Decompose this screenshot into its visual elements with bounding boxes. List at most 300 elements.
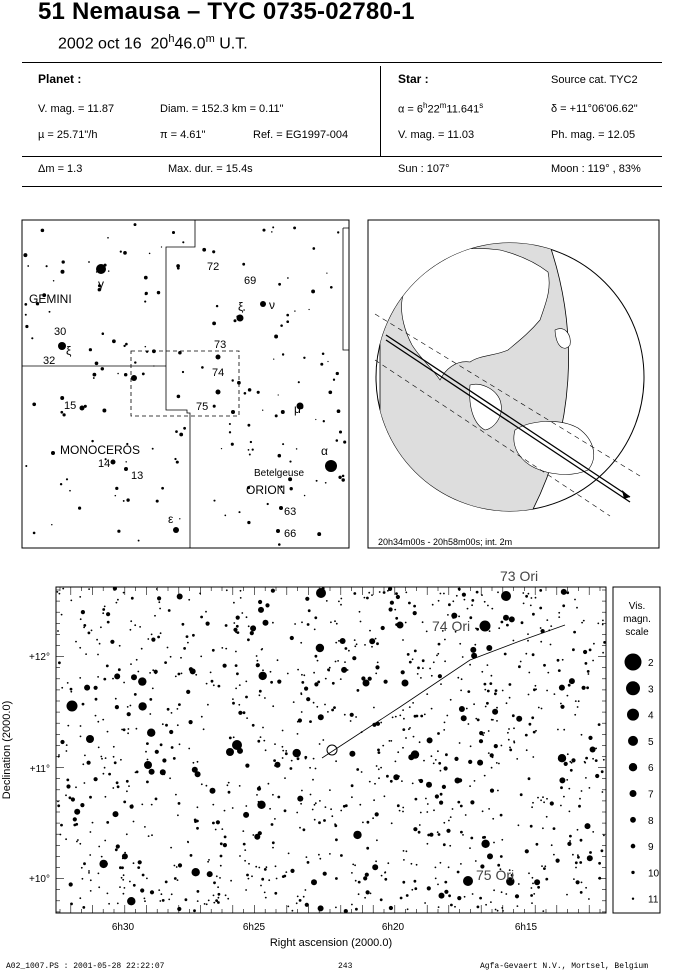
field-star (274, 818, 276, 820)
field-star (94, 686, 98, 690)
constellation-boundary-east (166, 220, 195, 548)
field-star (261, 878, 264, 881)
field-star (236, 616, 240, 620)
field-star (483, 732, 485, 734)
footer-file-info: A02_1007.PS : 2001-05-28 22:22:07 (6, 962, 165, 971)
field-star (557, 861, 559, 863)
field-star (397, 804, 400, 807)
field-star (250, 631, 254, 635)
field-star (532, 877, 534, 879)
label-gemini: GEMINI (29, 292, 72, 306)
field-star (238, 704, 240, 706)
legend-magnitude-dot (631, 871, 634, 874)
field-star (341, 667, 347, 673)
field-star (440, 862, 442, 864)
field-star (587, 670, 590, 673)
field-star (502, 690, 504, 692)
field-star (97, 676, 99, 678)
field-star (179, 743, 181, 745)
finder-star (282, 353, 284, 355)
field-star (165, 881, 168, 884)
field-star (259, 672, 267, 680)
field-star (282, 746, 284, 748)
field-star (366, 597, 369, 600)
field-star (535, 688, 537, 690)
field-star (144, 898, 146, 900)
field-star (361, 771, 363, 773)
label-orion: ORION (246, 483, 286, 497)
field-star (587, 855, 593, 861)
field-star (174, 865, 176, 867)
field-star (277, 796, 280, 799)
footer-company: Agfa-Gevaert N.V., Mortsel, Belgium (480, 962, 649, 971)
field-star (456, 595, 458, 597)
field-star (413, 605, 416, 608)
field-star (364, 897, 366, 899)
finder-star (282, 443, 284, 445)
field-star (602, 620, 604, 622)
field-star (539, 607, 542, 610)
field-star (562, 604, 565, 607)
finder-star (279, 506, 283, 510)
field-star (525, 734, 528, 737)
field-star (76, 841, 78, 843)
finder-star (287, 277, 289, 279)
field-star (228, 791, 231, 794)
finder-star (66, 478, 68, 480)
field-star (383, 591, 386, 594)
field-star (246, 616, 248, 618)
field-star (257, 660, 259, 662)
field-star (82, 878, 84, 880)
field-star (189, 720, 193, 724)
field-star (57, 591, 59, 593)
field-star (573, 631, 576, 634)
finder-star (281, 410, 285, 414)
bright-field-star (232, 740, 242, 750)
labeled-star-name: 75 Ori (476, 867, 515, 883)
finder-star (231, 379, 233, 381)
field-star (389, 607, 393, 611)
field-star (246, 717, 248, 719)
field-star (297, 896, 299, 898)
field-star (482, 734, 484, 736)
field-star (245, 805, 247, 807)
field-star (531, 887, 533, 889)
finder-star (231, 443, 234, 446)
field-star (101, 758, 103, 760)
field-star (546, 619, 548, 621)
field-star (540, 799, 542, 801)
field-star (259, 694, 261, 696)
field-star (297, 733, 299, 735)
field-star (574, 714, 576, 716)
field-star (496, 720, 498, 722)
field-star (560, 805, 562, 807)
field-star (402, 709, 404, 711)
field-star (539, 589, 542, 592)
finder-star (213, 500, 215, 502)
field-star (443, 822, 445, 824)
field-star (355, 716, 357, 718)
field-star (126, 780, 129, 783)
finder-star (126, 498, 129, 501)
field-star (266, 866, 268, 868)
field-star (285, 871, 287, 873)
field-star (149, 713, 151, 715)
field-star (102, 612, 104, 614)
field-star (69, 882, 73, 886)
field-star (575, 861, 578, 864)
field-star (488, 808, 490, 810)
field-star (340, 638, 346, 644)
field-star (228, 782, 230, 784)
field-star (351, 872, 353, 874)
field-star (470, 745, 472, 747)
field-star (304, 687, 308, 691)
field-star (513, 640, 515, 642)
field-star (347, 669, 349, 671)
field-star (264, 868, 267, 871)
finder-star (322, 353, 325, 356)
field-star (108, 773, 111, 776)
field-star (262, 669, 264, 671)
label-63: 63 (284, 506, 297, 518)
field-star (603, 641, 606, 644)
field-star (102, 608, 105, 611)
field-star (173, 757, 176, 760)
field-star (236, 625, 239, 628)
field-star (489, 682, 492, 685)
field-star (260, 736, 262, 738)
field-star (356, 768, 359, 771)
field-star (308, 609, 311, 612)
field-star (306, 697, 310, 701)
field-star (348, 650, 350, 652)
field-star (481, 840, 489, 848)
field-star (402, 728, 405, 731)
finder-star (104, 264, 107, 267)
field-star (77, 839, 79, 841)
field-star (62, 588, 64, 590)
field-star (487, 690, 490, 693)
field-star (232, 698, 234, 700)
finder-star (325, 482, 327, 484)
field-star (131, 674, 137, 680)
field-star (470, 837, 473, 840)
field-star (492, 709, 498, 715)
field-star (438, 674, 442, 678)
field-star (225, 894, 227, 896)
field-star (175, 794, 177, 796)
field-star (297, 796, 303, 802)
field-star (440, 683, 442, 685)
field-star (123, 728, 126, 731)
finder-star (173, 527, 179, 533)
field-star (311, 879, 317, 885)
field-star (262, 727, 264, 729)
field-star (381, 626, 385, 630)
finder-star (296, 448, 298, 450)
field-star (501, 745, 503, 747)
finder-star (294, 310, 295, 311)
finder-star (327, 361, 328, 362)
finder-star (308, 309, 309, 310)
field-star (588, 736, 592, 740)
label-13: 13 (131, 470, 144, 482)
field-star (196, 827, 199, 830)
field-star (79, 897, 81, 899)
field-star (486, 645, 492, 651)
field-star (178, 703, 181, 706)
field-star (92, 822, 94, 824)
field-star (243, 711, 246, 714)
finder-star (88, 261, 90, 263)
field-star (569, 840, 571, 842)
planet-heading: Planet : (38, 72, 82, 86)
planet-vmag: V. mag. = 11.87 (38, 103, 115, 115)
field-star (528, 872, 530, 874)
field-star (220, 855, 223, 858)
field-star (401, 780, 403, 782)
field-star (213, 881, 216, 884)
field-star (602, 791, 604, 793)
label-74: 74 (212, 367, 225, 379)
field-star (408, 754, 414, 760)
field-star (452, 600, 454, 602)
field-star (88, 632, 91, 635)
field-star (197, 890, 200, 893)
field-star (187, 841, 189, 843)
field-star (168, 609, 171, 612)
field-star (294, 623, 296, 625)
field-star (484, 775, 486, 777)
field-star (402, 811, 404, 813)
field-star (518, 883, 520, 885)
field-star (333, 706, 336, 709)
x-axis-label: Right ascension (2000.0) (269, 937, 393, 949)
field-star (244, 860, 246, 862)
field-star (197, 806, 199, 808)
field-star (375, 665, 379, 669)
field-star (79, 677, 81, 679)
field-star (127, 897, 135, 905)
finder-star (212, 250, 215, 253)
field-star (329, 789, 331, 791)
field-star (147, 759, 149, 761)
field-star (508, 728, 510, 730)
field-star (543, 867, 546, 870)
field-star (525, 595, 528, 598)
field-star (322, 739, 324, 741)
field-star (575, 700, 577, 702)
field-star (408, 728, 410, 730)
finder-star (25, 314, 27, 316)
finder-star (123, 500, 125, 502)
field-star (497, 910, 499, 912)
legend-items (625, 654, 660, 906)
finder-star (252, 449, 254, 451)
field-star (330, 621, 332, 623)
x-tick-labels (112, 922, 538, 933)
field-star (264, 892, 266, 894)
field-star (245, 696, 248, 699)
field-star (218, 893, 221, 896)
field-star (127, 732, 129, 734)
field-star (521, 621, 524, 624)
field-star (526, 749, 528, 751)
field-star (530, 894, 533, 897)
label-30: 30 (54, 326, 67, 338)
field-star (437, 732, 440, 735)
field-star (122, 853, 128, 859)
bright-field-star (480, 621, 491, 632)
finder-star (32, 402, 36, 406)
legend-magnitude-label: 3 (648, 684, 654, 696)
field-star (433, 661, 435, 663)
field-star (531, 902, 533, 904)
field-star (438, 762, 441, 765)
field-star (532, 613, 535, 616)
field-star (219, 877, 221, 879)
legend-magnitude-label: 8 (648, 815, 654, 827)
field-star (420, 812, 422, 814)
field-star (509, 697, 511, 699)
finder-star (286, 320, 289, 323)
field-star (201, 783, 203, 785)
field-star (151, 638, 155, 642)
field-star (592, 831, 594, 833)
field-star (384, 872, 386, 874)
field-star (121, 877, 123, 879)
label-alpha: α (321, 444, 328, 458)
field-star (66, 750, 68, 752)
finder-star (53, 280, 55, 282)
finder-star (229, 423, 231, 425)
field-star (571, 758, 575, 762)
finder-star (247, 521, 250, 524)
labeled-star-name: 73 Ori (500, 568, 539, 584)
field-star (98, 747, 100, 749)
finder-star (58, 342, 66, 350)
finder-star (177, 395, 181, 399)
field-star (487, 664, 489, 666)
finder-star (93, 373, 97, 377)
field-star (314, 819, 316, 821)
field-star (233, 736, 235, 738)
field-star (287, 906, 289, 908)
field-star (509, 683, 512, 686)
field-star (484, 683, 487, 686)
field-star (177, 879, 179, 881)
field-star (155, 798, 158, 801)
field-star (396, 595, 400, 599)
legend-magnitude-label: 4 (648, 710, 654, 722)
finder-star (216, 305, 218, 307)
field-star (265, 897, 267, 899)
field-star (471, 599, 474, 602)
field-star (296, 812, 298, 814)
field-star (469, 785, 471, 787)
field-star (313, 758, 315, 760)
finder-star (323, 420, 325, 422)
field-star (392, 717, 394, 719)
event-date: 2002 oct 16 (58, 35, 142, 53)
finder-star (249, 454, 251, 456)
field-star (97, 654, 99, 656)
field-star (211, 680, 214, 683)
field-star (467, 608, 469, 610)
field-star (117, 903, 119, 905)
finder-star (333, 379, 335, 381)
field-star (151, 804, 153, 806)
field-star (540, 627, 542, 629)
finder-star (161, 246, 162, 247)
field-star (491, 767, 493, 769)
field-star (150, 890, 154, 894)
label-xi-gem: ξ (66, 344, 72, 358)
field-star (106, 612, 110, 616)
finder-star (152, 448, 154, 450)
field-star (560, 705, 564, 709)
field-star (580, 891, 583, 894)
field-star (134, 624, 136, 626)
field-star (376, 765, 378, 767)
field-star (285, 752, 288, 755)
field-star (318, 821, 321, 824)
field-star (80, 725, 82, 727)
field-star (449, 845, 451, 847)
field-star (206, 622, 210, 626)
field-star (574, 599, 576, 601)
field-star (239, 785, 241, 787)
field-star (116, 602, 118, 604)
field-star (399, 715, 401, 717)
field-star (217, 886, 219, 888)
field-star (329, 667, 331, 669)
finder-star (91, 440, 93, 442)
field-star (495, 909, 497, 911)
field-star (488, 752, 490, 754)
finder-star (182, 371, 184, 373)
field-star (163, 773, 165, 775)
field-star (61, 687, 63, 689)
field-star (138, 860, 142, 864)
field-star (448, 603, 451, 606)
field-star (270, 681, 273, 684)
field-star (425, 798, 427, 800)
field-star (95, 698, 98, 701)
field-star (259, 690, 262, 693)
field-star (578, 700, 580, 702)
field-star (572, 648, 575, 651)
field-star (193, 762, 195, 764)
field-star (139, 626, 141, 628)
field-star (422, 621, 424, 623)
bright-field-star (316, 588, 326, 598)
finder-star (304, 495, 306, 497)
field-star (90, 890, 92, 892)
field-star (185, 898, 188, 901)
field-star (335, 642, 337, 644)
field-star (465, 814, 467, 816)
field-star (491, 675, 493, 677)
field-star (326, 600, 328, 602)
field-star (577, 706, 579, 708)
finder-star (152, 349, 156, 353)
field-star (293, 749, 301, 757)
field-star (243, 812, 249, 818)
